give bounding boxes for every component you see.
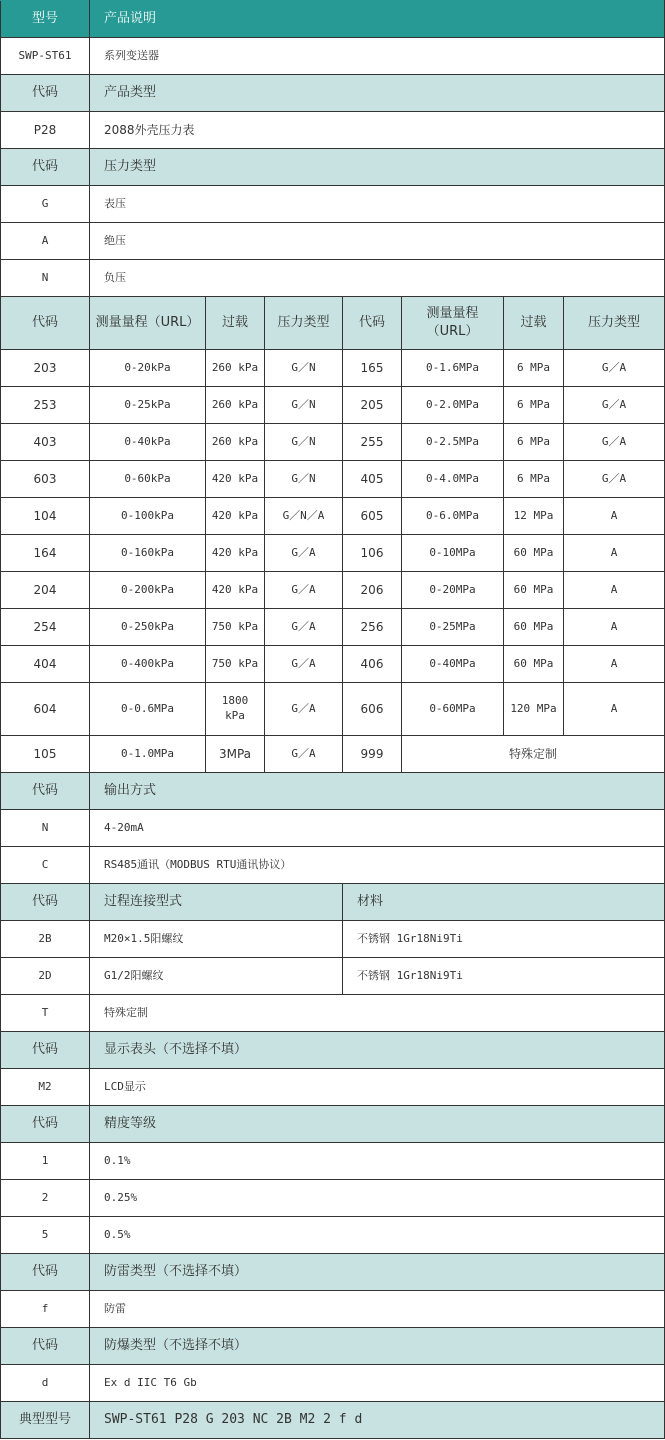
connection-special-code: T (1, 995, 90, 1032)
range-cell-p2: A (564, 535, 665, 572)
range-cell-c1: 104 (1, 498, 90, 535)
range-cell-r2: 0-1.6MPa (402, 350, 504, 387)
display-code-label: 代码 (1, 1032, 90, 1069)
range-cell-o1: 420 kPa (206, 572, 265, 609)
range-cell-r1: 0-60kPa (90, 461, 206, 498)
output-item-row (1, 847, 665, 884)
product_type-header-row (1, 75, 665, 112)
range-cell-o2: 60 MPa (504, 535, 564, 572)
lightning-item-row (1, 1291, 665, 1328)
range-cell-o1: 750 kPa (206, 646, 265, 683)
range-cell-p2: G／A (564, 387, 665, 424)
explosion-item-desc: Ex d IIC T6 Gb (90, 1365, 665, 1402)
pressure_type-label: 压力类型 (90, 149, 665, 186)
range-cell-special: 特殊定制 (402, 736, 665, 773)
connection-code: 2D (1, 958, 90, 995)
connection-item-row (1, 958, 665, 995)
accuracy-item-desc: 0.5% (90, 1217, 665, 1254)
output-code-label: 代码 (1, 773, 90, 810)
range-cell-o1: 420 kPa (206, 498, 265, 535)
range-cell-o1: 1800 kPa (206, 683, 265, 736)
range-cell-r1: 0-400kPa (90, 646, 206, 683)
range-header-range2: 测量量程（URL） (402, 297, 504, 350)
accuracy-item-row (1, 1180, 665, 1217)
range-row (1, 683, 665, 736)
typical-model-value: SWP-ST61 P28 G 203 NC 2B M2 2 f d (90, 1402, 665, 1439)
accuracy-header-row (1, 1106, 665, 1143)
range-cell-o2: 6 MPa (504, 424, 564, 461)
range-row (1, 350, 665, 387)
range-cell-r2: 0-25MPa (402, 609, 504, 646)
typical-model-row (1, 1402, 665, 1439)
range-cell-c2: 165 (343, 350, 402, 387)
range-cell-p1: G／A (265, 683, 343, 736)
range-cell-o2: 60 MPa (504, 646, 564, 683)
range-cell-r1: 0-40kPa (90, 424, 206, 461)
range-cell-o1: 750 kPa (206, 609, 265, 646)
pressure-type-item-desc: 表压 (90, 186, 665, 223)
range-cell-c2: 206 (343, 572, 402, 609)
range-row (1, 646, 665, 683)
product-type-row (1, 112, 665, 149)
range-cell-r1: 0-160kPa (90, 535, 206, 572)
pressure-type-item-row (1, 260, 665, 297)
product_type-label: 产品类型 (90, 75, 665, 112)
connection-desc: G1/2阳螺纹 (90, 958, 343, 995)
accuracy-item-desc: 0.25% (90, 1180, 665, 1217)
pressure_type-header-row (1, 149, 665, 186)
range-cell-r2: 0-4.0MPa (402, 461, 504, 498)
accuracy-item-code: 1 (1, 1143, 90, 1180)
range-cell-c2: 205 (343, 387, 402, 424)
range-cell-r2: 0-10MPa (402, 535, 504, 572)
range-cell-p1: G／A (265, 736, 343, 773)
range-cell-c2: 106 (343, 535, 402, 572)
range-cell-r1: 0-100kPa (90, 498, 206, 535)
model-header: 型号 (1, 1, 90, 38)
output-item-desc: 4-20mA (90, 810, 665, 847)
output-item-code: N (1, 810, 90, 847)
connection-material: 不锈钢 1Gr18Ni9Ti (343, 958, 665, 995)
range-cell-p2: A (564, 572, 665, 609)
range-row (1, 535, 665, 572)
series-desc: 系列变送器 (90, 38, 665, 75)
display-item-row (1, 1069, 665, 1106)
range-cell-o1: 420 kPa (206, 535, 265, 572)
range-cell-c1: 254 (1, 609, 90, 646)
range-header-overload2: 过载 (504, 297, 564, 350)
product-type-desc: 2088外壳压力表 (90, 112, 665, 149)
range-cell-r1: 0-25kPa (90, 387, 206, 424)
range-row (1, 609, 665, 646)
accuracy-label: 精度等级 (90, 1106, 665, 1143)
range-cell-o2: 6 MPa (504, 387, 564, 424)
connection-code-label: 代码 (1, 884, 90, 921)
connection-material-label: 材料 (343, 884, 665, 921)
range-cell-p1: G／A (265, 572, 343, 609)
range-cell-c2: 255 (343, 424, 402, 461)
range-cell-r2: 0-60MPa (402, 683, 504, 736)
range-header-row (1, 297, 665, 350)
connection-item-row (1, 921, 665, 958)
lightning-label: 防雷类型（不选择不填） (90, 1254, 665, 1291)
range-cell-r2: 0-40MPa (402, 646, 504, 683)
accuracy-item-code: 5 (1, 1217, 90, 1254)
range-cell-p2: A (564, 646, 665, 683)
accuracy-item-code: 2 (1, 1180, 90, 1217)
range-cell-c1: 603 (1, 461, 90, 498)
pressure-type-item-code: G (1, 186, 90, 223)
range-cell-o2: 60 MPa (504, 609, 564, 646)
range-cell-r1: 0-200kPa (90, 572, 206, 609)
connection-special-row (1, 995, 665, 1032)
range-cell-o2: 12 MPa (504, 498, 564, 535)
range-header-overload: 过载 (206, 297, 265, 350)
range-cell-p1: G／N／A (265, 498, 343, 535)
connection-code: 2B (1, 921, 90, 958)
display-item-code: M2 (1, 1069, 90, 1106)
range-cell-p1: G／A (265, 609, 343, 646)
output-label: 输出方式 (90, 773, 665, 810)
range-cell-p2: G／A (564, 350, 665, 387)
typical-model-label: 典型型号 (1, 1402, 90, 1439)
range-cell-o2: 6 MPa (504, 461, 564, 498)
product-type-code: P28 (1, 112, 90, 149)
output-item-row (1, 810, 665, 847)
range-cell-o1: 260 kPa (206, 424, 265, 461)
range-cell-c2: 405 (343, 461, 402, 498)
lightning-item-desc: 防雷 (90, 1291, 665, 1328)
explosion-item-code: d (1, 1365, 90, 1402)
series-code: SWP-ST61 (1, 38, 90, 75)
range-cell-c2: 406 (343, 646, 402, 683)
range-row (1, 424, 665, 461)
explosion-code-label: 代码 (1, 1328, 90, 1365)
range-cell-p2: G／A (564, 461, 665, 498)
range-header-code2: 代码 (343, 297, 402, 350)
explosion-label: 防爆类型（不选择不填） (90, 1328, 665, 1365)
accuracy-code-label: 代码 (1, 1106, 90, 1143)
range-cell-o1: 420 kPa (206, 461, 265, 498)
range-cell-c2: 999 (343, 736, 402, 773)
range-cell-p1: G／N (265, 461, 343, 498)
pressure-type-item-code: N (1, 260, 90, 297)
range-cell-c1: 404 (1, 646, 90, 683)
pressure-type-item-desc: 绝压 (90, 223, 665, 260)
range-cell-c1: 204 (1, 572, 90, 609)
range-cell-p2: A (564, 683, 665, 736)
output-item-desc: RS485通讯（MODBUS RTU通讯协议） (90, 847, 665, 884)
range-cell-o2: 60 MPa (504, 572, 564, 609)
range-cell-p1: G／N (265, 424, 343, 461)
range-header-code: 代码 (1, 297, 90, 350)
pressure-type-item-row (1, 223, 665, 260)
range-cell-r2: 0-2.5MPa (402, 424, 504, 461)
accuracy-item-desc: 0.1% (90, 1143, 665, 1180)
range-cell-c1: 203 (1, 350, 90, 387)
range-cell-r1: 0-0.6MPa (90, 683, 206, 736)
range-cell-c2: 605 (343, 498, 402, 535)
range-row (1, 461, 665, 498)
range-cell-p2: G／A (564, 424, 665, 461)
series-row (1, 38, 665, 75)
range-cell-c2: 256 (343, 609, 402, 646)
range-cell-o1: 260 kPa (206, 387, 265, 424)
range-row (1, 387, 665, 424)
range-cell-p2: A (564, 609, 665, 646)
explosion-item-row (1, 1365, 665, 1402)
range-cell-c1: 604 (1, 683, 90, 736)
range-cell-o2: 6 MPa (504, 350, 564, 387)
display-header-row (1, 1032, 665, 1069)
product_type-code-label: 代码 (1, 75, 90, 112)
description-header: 产品说明 (90, 1, 665, 38)
range-cell-c1: 164 (1, 535, 90, 572)
connection-label: 过程连接型式 (90, 884, 343, 921)
range-cell-p1: G／N (265, 350, 343, 387)
range-header-ptype: 压力类型 (265, 297, 343, 350)
output-item-code: C (1, 847, 90, 884)
range-cell-c1: 253 (1, 387, 90, 424)
pressure-type-item-row (1, 186, 665, 223)
lightning-header-row (1, 1254, 665, 1291)
lightning-item-code: f (1, 1291, 90, 1328)
range-header-range: 测量量程（URL） (90, 297, 206, 350)
display-item-desc: LCD显示 (90, 1069, 665, 1106)
range-cell-r1: 0-1.0MPa (90, 736, 206, 773)
range-cell-r1: 0-20kPa (90, 350, 206, 387)
range-row (1, 498, 665, 535)
range-row (1, 572, 665, 609)
accuracy-item-row (1, 1143, 665, 1180)
range-cell-r2: 0-2.0MPa (402, 387, 504, 424)
range-cell-o1: 3MPa (206, 736, 265, 773)
range-cell-p1: G／A (265, 535, 343, 572)
range-header-ptype2: 压力类型 (564, 297, 665, 350)
range-row-last (1, 736, 665, 773)
connection-special-desc: 特殊定制 (90, 995, 665, 1032)
range-cell-p1: G／A (265, 646, 343, 683)
pressure-type-item-code: A (1, 223, 90, 260)
range-cell-r1: 0-250kPa (90, 609, 206, 646)
lightning-code-label: 代码 (1, 1254, 90, 1291)
pressure_type-code-label: 代码 (1, 149, 90, 186)
range-cell-r2: 0-6.0MPa (402, 498, 504, 535)
accuracy-item-row (1, 1217, 665, 1254)
output-header-row (1, 773, 665, 810)
table-header-row (1, 1, 665, 38)
connection-header-row (1, 884, 665, 921)
display-label: 显示表头（不选择不填） (90, 1032, 665, 1069)
range-cell-c2: 606 (343, 683, 402, 736)
range-cell-c1: 403 (1, 424, 90, 461)
range-cell-o1: 260 kPa (206, 350, 265, 387)
explosion-header-row (1, 1328, 665, 1365)
connection-desc: M20×1.5阳螺纹 (90, 921, 343, 958)
pressure-type-item-desc: 负压 (90, 260, 665, 297)
range-cell-r2: 0-20MPa (402, 572, 504, 609)
range-cell-o2: 120 MPa (504, 683, 564, 736)
range-cell-p1: G／N (265, 387, 343, 424)
range-cell-p2: A (564, 498, 665, 535)
connection-material: 不锈钢 1Gr18Ni9Ti (343, 921, 665, 958)
range-cell-c1: 105 (1, 736, 90, 773)
